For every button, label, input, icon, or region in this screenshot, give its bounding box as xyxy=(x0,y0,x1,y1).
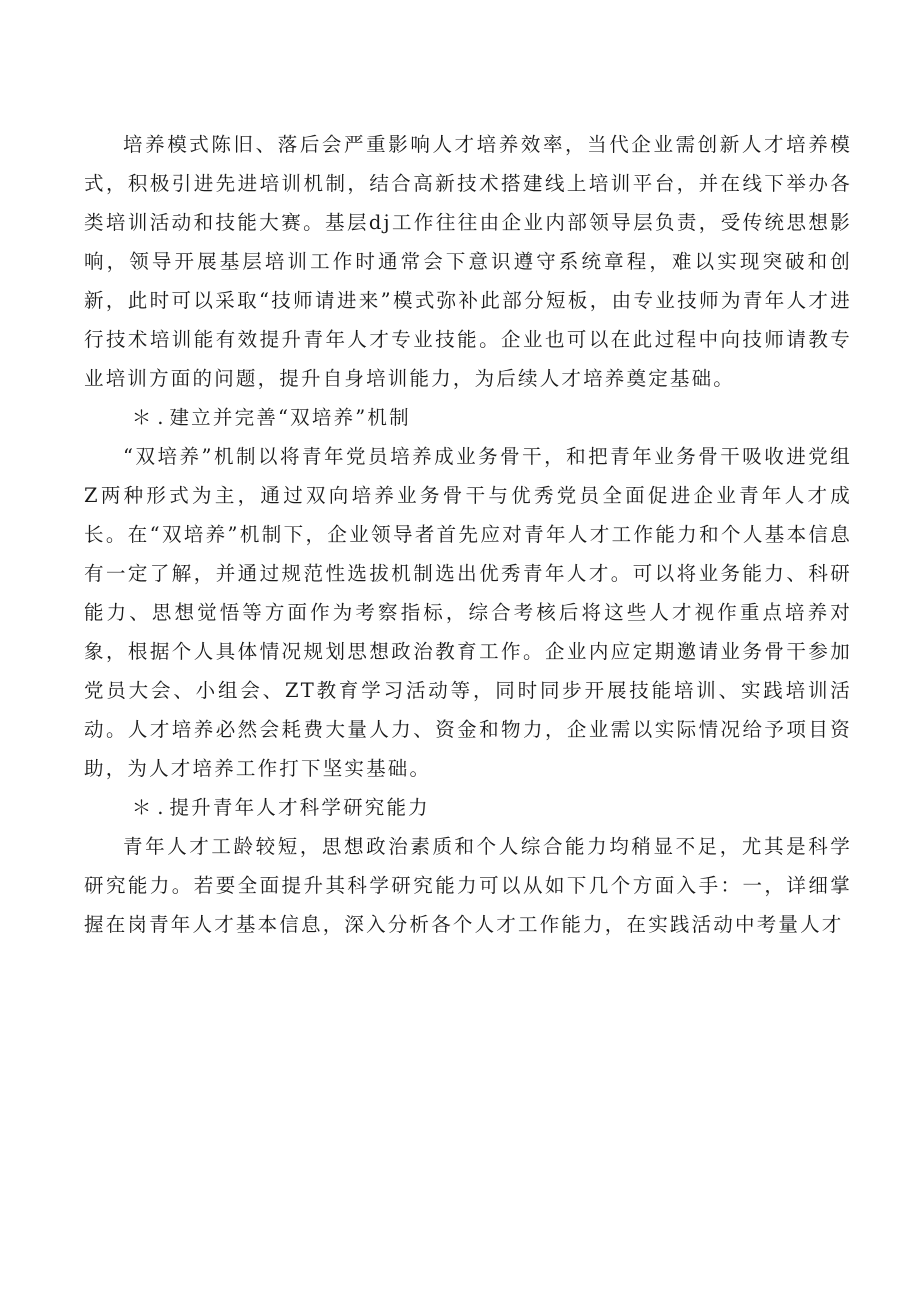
heading-text-2: 提升青年人才科学研究能力 xyxy=(169,796,430,819)
heading-marker-1: ＊. xyxy=(131,406,170,429)
body-paragraph-2: “双培养”机制以将青年党员培养成业务骨干，和把青年业务骨干吸收进党组Z两种形式为主，通过双向培养业务骨干与优秀党员全面促进企业青年人才成长。在“双培养”机制下，企业领导者首先应对青年人才工作能力和个人基本信息有一定了解，并通过规范性选拔机制选出优秀青年人才。可以将业务能力、科研能力、思想觉悟等方面作为考察指标，综合考核后将这些人才视作重点培养对象，根据个人具体情况规划思想政治教育工作。企业内应定期邀请业务骨干参加党员大会、小组会、ZT教育学习活动等，同时同步开展技能培训、实践培训活动。人才培养必然会耗费大量人力、资金和物力，企业需以实际情况给予项目资助，为人才培养工作打下坚实基础。 xyxy=(84,445,852,780)
section-heading-1 xyxy=(84,398,852,437)
body-paragraph-3: 青年人才工龄较短，思想政治素质和个人综合能力均稍显不足，尤其是科学研究能力。若要全面提升其科学研究能力可以从如下几个方面入手：一，详细掌握在岗青年人才基本信息，深入分析各个人才工作能力，在实践活动中考量人才 xyxy=(84,835,852,936)
heading-text-1: 建立并完善“双培养”机制 xyxy=(169,406,411,429)
document-page xyxy=(84,125,852,944)
section-heading-2 xyxy=(84,788,852,827)
body-paragraph-1: 培养模式陈旧、落后会严重影响人才培养效率，当代企业需创新人才培养模式，积极引进先进培训机制，结合高新技术搭建线上培训平台，并在线下举办各类培训活动和技能大赛。基层dj工作往往由企业内部领导层负责，受传统思想影响，领导开展基层培训工作时通常会下意识遵守系统章程，难以实现突破和创新，此时可以采取“技师请进来”模式弥补此部分短板，由专业技师为青年人才进行技术培训能有效提升青年人才专业技能。企业也可以在此过程中向技师请教专业培训方面的问题，提升自身培训能力，为后续人才培养奠定基础。 xyxy=(84,133,852,390)
heading-marker-2: ＊. xyxy=(131,796,170,819)
